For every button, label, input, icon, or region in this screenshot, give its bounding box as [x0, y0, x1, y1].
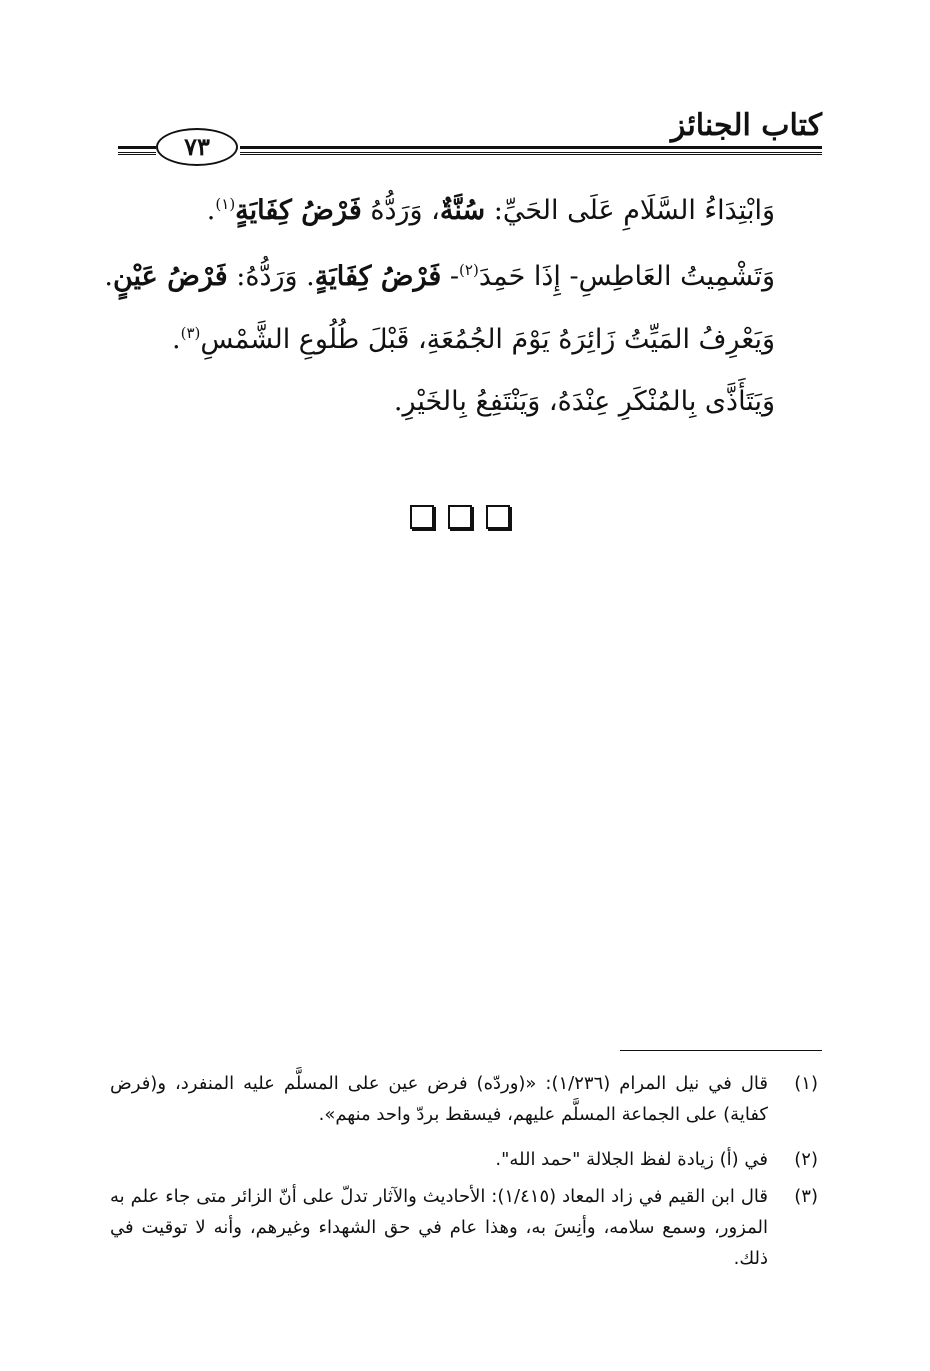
page-number: ٧٣: [156, 128, 238, 166]
footnote-text: في (أ) زيادة لفظ الجلالة "حمد الله".: [495, 1149, 768, 1170]
text-segment: .: [171, 324, 181, 355]
footnote-3: [110, 1181, 818, 1274]
text-segment: .: [206, 195, 216, 226]
text-line-2: [104, 261, 775, 292]
footnote-1: [110, 1068, 818, 1130]
header-rule-left: [118, 146, 156, 153]
footnote-reference[interactable]: (٢): [459, 261, 479, 279]
footnote-reference[interactable]: (١): [215, 195, 236, 213]
section-separator: [410, 505, 520, 531]
square-ornament-icon: [410, 505, 434, 529]
text-segment: -: [441, 261, 460, 292]
text-segment: وَيَعْرِفُ المَيِّتُ زَائِرَهُ يَوْمَ الجُمُعَةِ، قَبْلَ طُلُوعِ الشَّمْسِ: [200, 324, 775, 355]
text-line-3: [172, 324, 775, 355]
footnote-reference[interactable]: (٣): [180, 324, 201, 342]
footnote-text: قال في نيل المرام (١/٢٣٦): «(وردّه) فرض عين على المسلَّم عليه المنفرد، و(فرض كفاية) على الجماعة المسلَّم عليهم، فيسقط بردّ واحد منهم».: [110, 1073, 768, 1125]
header-rule-left-thin: [118, 154, 156, 155]
text-segment: وَابْتِدَاءُ السَّلَامِ عَلَى الحَيِّ:: [485, 195, 775, 226]
bold-term: فَرْضُ كِفَايَةٍ: [235, 195, 362, 226]
bold-term: سُنَّةٌ: [439, 195, 486, 226]
footnote-number: (١): [794, 1073, 818, 1094]
footnote-2: [110, 1144, 818, 1175]
text-segment: . وَرَدُّهُ:: [227, 261, 315, 292]
footnote-text: قال ابن القيم في زاد المعاد (١/٤١٥): الأحاديث والآثار تدلّ على أنّ الزائر متى جاء علم به المزور، وسمع سلامه، وأنِسَ به، وهذا عام في حق الشهداء وغيرهم، وأنه لا توقيت في ذلك.: [110, 1186, 768, 1269]
text-line-4: وَيَتَأَذَّى بِالمُنْكَرِ عِنْدَهُ، وَيَنْتَفِعُ بِالخَيْرِ.: [393, 386, 775, 417]
footnote-number: (٣): [794, 1186, 818, 1207]
square-ornament-icon: [486, 505, 510, 529]
header-rule: [240, 146, 822, 153]
text-segment: ، وَرَدُّهُ: [361, 195, 440, 226]
bold-term: فَرْضُ عَيْنٍ: [112, 261, 228, 292]
header-rule-thin: [240, 154, 822, 155]
footnote-divider: [620, 1050, 822, 1051]
text-line-1: [207, 195, 775, 226]
text-segment: .: [104, 261, 113, 292]
footnote-number: (٢): [794, 1149, 818, 1170]
bold-term: فَرْضُ كِفَايَةٍ: [314, 261, 442, 292]
square-ornament-icon: [448, 505, 472, 529]
running-header-title: كتاب الجنائز: [670, 108, 822, 143]
text-segment: وَتَشْمِيتُ العَاطِسِ- إِذَا حَمِدَ: [478, 261, 775, 292]
